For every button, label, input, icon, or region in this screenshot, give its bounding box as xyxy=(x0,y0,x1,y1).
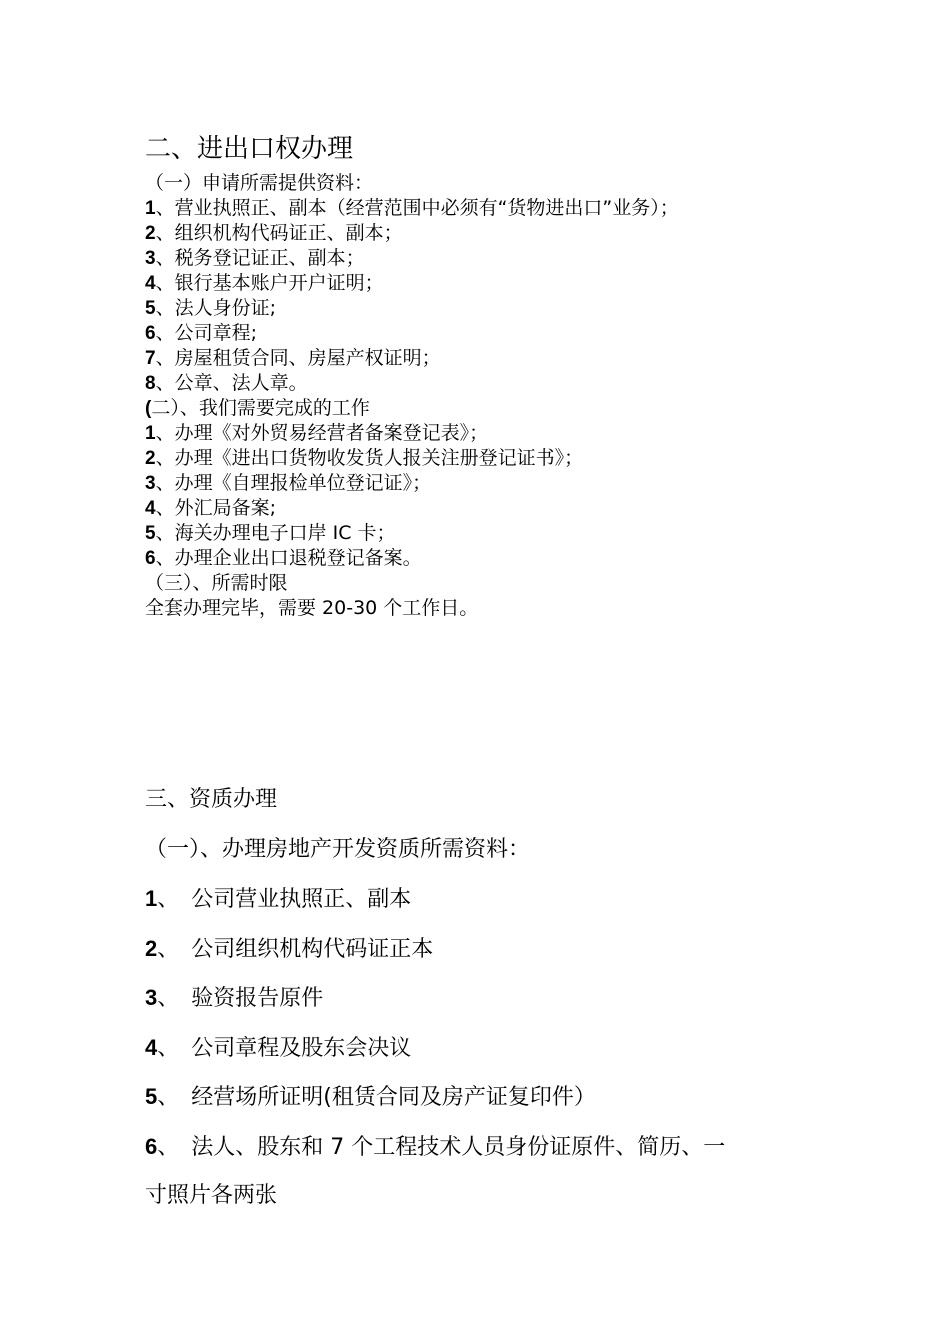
item-number: 2 xyxy=(145,935,158,961)
item-number: 3 xyxy=(145,985,158,1010)
list-item-continuation: 寸照片各两张 xyxy=(145,1183,278,1208)
list-line xyxy=(145,596,845,621)
line-text: （三）、所需时限 xyxy=(145,572,288,594)
line-text: 、办理《对外贸易经营者备案登记表》； xyxy=(155,422,489,444)
list-line xyxy=(145,246,845,271)
item-separator: 、 xyxy=(157,1134,180,1160)
line-number: 2 xyxy=(145,448,156,469)
line-number: 1 xyxy=(145,198,156,219)
item-separator: 、 xyxy=(157,936,180,962)
list-line xyxy=(145,321,845,346)
section-subheading: （一）、办理房地产开发资质所需资料： xyxy=(145,836,531,862)
line-text: 、法人身份证; xyxy=(155,297,276,319)
list-line xyxy=(145,346,845,371)
line-number: ( xyxy=(145,398,152,419)
line-number: 6 xyxy=(145,323,156,344)
item-text: 验资报告原件 xyxy=(191,986,324,1011)
line-text: 、组织机构代码证正、副本； xyxy=(155,222,403,244)
list-line xyxy=(145,571,845,596)
list-line xyxy=(145,521,845,546)
section-import-export-rights xyxy=(145,130,845,621)
list-item xyxy=(145,924,845,974)
list-item xyxy=(145,1072,845,1122)
list-line xyxy=(145,371,845,396)
line-number: 4 xyxy=(145,273,156,294)
item-number: 4 xyxy=(145,1034,158,1060)
section-heading: 二、进出口权办理 xyxy=(145,134,354,164)
item-separator: 、 xyxy=(157,1085,180,1110)
list-line xyxy=(145,296,845,321)
line-number: 3 xyxy=(145,248,156,269)
line-text: 、税务登记证正、副本； xyxy=(155,247,365,269)
line-text: 、办理《进出口货物收发货人报关注册登记证书》； xyxy=(155,447,584,469)
list-item xyxy=(145,1023,845,1073)
list-line xyxy=(145,396,845,421)
item-number: 1 xyxy=(145,886,158,911)
item-text: 法人、股东和 7 个工程技术人员身份证原件、简历、一 xyxy=(191,1134,726,1160)
list-line xyxy=(145,546,845,571)
item-text: 公司组织机构代码证正本 xyxy=(191,936,434,962)
line-text: 、办理《自理报检单位登记证》； xyxy=(155,472,432,494)
item-separator: 、 xyxy=(157,1035,180,1061)
line-text: 二）、我们需要完成的工作 xyxy=(151,397,370,419)
line-number: 2 xyxy=(145,223,156,244)
line-number: 7 xyxy=(145,348,156,369)
item-text: 经营场所证明(租赁合同及房产证复印件） xyxy=(191,1085,596,1110)
list-line xyxy=(145,446,845,471)
item-text: 公司章程及股东会决议 xyxy=(191,1035,412,1061)
line-text: 、营业执照正、副本（经营范围中必须有“货物进出口”业务）； xyxy=(155,197,679,219)
list-line xyxy=(145,196,845,221)
list-line xyxy=(145,471,845,496)
line-text: 、银行基本账户开户证明； xyxy=(155,272,384,294)
section-heading: 三、资质办理 xyxy=(145,787,278,812)
section-qualification xyxy=(145,775,845,1221)
line-number: 5 xyxy=(145,298,156,319)
line-number: 3 xyxy=(145,473,156,494)
line-text: 、外汇局备案; xyxy=(155,497,276,519)
list-line xyxy=(145,421,845,446)
item-separator: 、 xyxy=(157,887,180,912)
line-number: 4 xyxy=(145,498,156,519)
line-text: 、办理企业出口退税登记备案。 xyxy=(155,547,422,569)
line-number: 1 xyxy=(145,423,156,444)
line-number: 8 xyxy=(145,373,156,394)
list-line xyxy=(145,271,845,296)
line-number: 5 xyxy=(145,523,156,544)
list-item xyxy=(145,973,845,1023)
line-text: 、公司章程; xyxy=(155,322,257,344)
item-separator: 、 xyxy=(157,986,180,1011)
line-number: 6 xyxy=(145,548,156,569)
list-line xyxy=(145,171,845,196)
line-text: 、海关办理电子口岸 IC 卡； xyxy=(155,522,396,544)
line-text: 全套办理完毕，需要 20-30 个工作日。 xyxy=(145,597,479,619)
line-text: 、房屋租赁合同、房屋产权证明； xyxy=(155,347,441,369)
list-item xyxy=(145,874,845,924)
list-line xyxy=(145,496,845,521)
item-number: 6 xyxy=(145,1133,158,1159)
item-text: 公司营业执照正、副本 xyxy=(191,887,412,912)
line-text: 、公章、法人章。 xyxy=(155,372,308,394)
list-line xyxy=(145,221,845,246)
list-item xyxy=(145,1122,845,1172)
item-number: 5 xyxy=(145,1084,158,1109)
line-text: （一）申请所需提供资料： xyxy=(145,172,374,194)
